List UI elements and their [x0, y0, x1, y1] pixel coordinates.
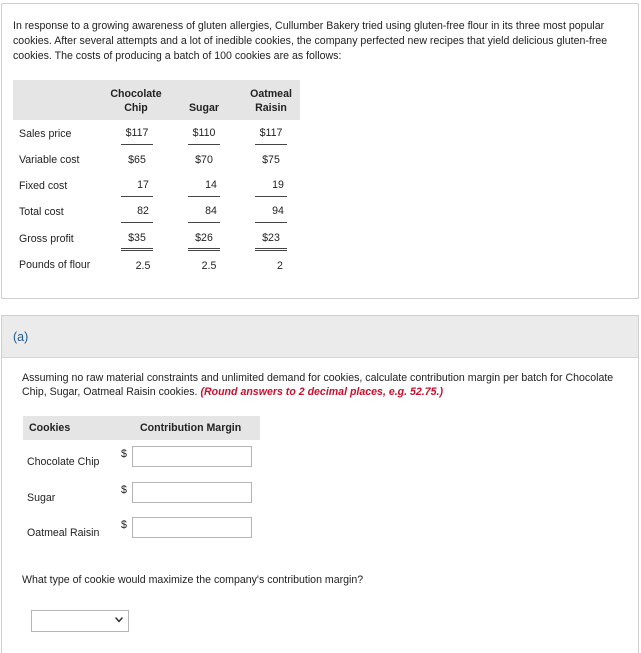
- problem-intro-text: In response to a growing awareness of gluten allergies, Cullumber Bakery tried using gluten-free flour in its three most popular cookies. After several attempts and a lot of inedible cookies, the company perfected new recipes that yield delicious gluten-free cookies. The costs of producing a batch of 100 cookies are as follows:: [13, 20, 608, 62]
- double-underline: [255, 248, 287, 251]
- table-cell: 2: [277, 260, 283, 272]
- table-cell: 14: [205, 179, 217, 191]
- col-header-oatmeal-raisin: [245, 87, 297, 115]
- table-cell: $110: [192, 127, 216, 139]
- rounding-note: (Round answers to 2 decimal places, e.g. 52.75.): [200, 386, 444, 398]
- col-header-chocolate-chip-line1: Chocolate: [110, 88, 162, 100]
- table-cell: $23: [262, 232, 280, 244]
- row-label-total-cost: Total cost: [19, 206, 64, 218]
- underline: [188, 144, 220, 145]
- underline: [255, 196, 287, 197]
- cm-row-label-oatmeal-raisin: Oatmeal Raisin: [27, 527, 100, 539]
- cm-row-label-sugar: Sugar: [27, 492, 56, 504]
- problem-panel: [1, 3, 639, 299]
- underline: [255, 222, 287, 223]
- underline: [121, 222, 153, 223]
- table-cell: 84: [205, 205, 217, 217]
- col-header-oatmeal-raisin-line1: Oatmeal: [250, 88, 292, 100]
- chevron-down-icon: [114, 614, 124, 626]
- table-cell: 2.5: [201, 260, 217, 272]
- row-label-gross-profit: Gross profit: [19, 233, 74, 245]
- underline: [188, 196, 220, 197]
- part-header-bar: [2, 316, 638, 358]
- col-header-sugar: Sugar: [188, 102, 220, 114]
- table-cell: 2.5: [135, 260, 151, 272]
- part-label: (a): [13, 330, 29, 344]
- cm-table-header: [23, 416, 260, 440]
- double-underline: [121, 248, 153, 251]
- question-2-text: What type of cookie would maximize the company's contribution margin?: [22, 574, 364, 586]
- part-a-panel: [1, 315, 639, 653]
- cm-input-oatmeal-raisin[interactable]: [132, 517, 252, 538]
- table-cell: 19: [272, 179, 284, 191]
- table-cell: $65: [128, 154, 146, 166]
- part-a-question: [22, 371, 622, 399]
- table-cell: 17: [137, 179, 149, 191]
- underline: [255, 144, 287, 145]
- table-cell: $26: [195, 232, 213, 244]
- col-header-cookies: Cookies: [29, 422, 71, 434]
- table-cell: $75: [262, 154, 280, 166]
- table-cell: $70: [195, 154, 213, 166]
- table-cell: 82: [137, 205, 149, 217]
- col-header-contribution-margin: Contribution Margin: [140, 422, 242, 434]
- cm-row-label-chocolate-chip: Chocolate Chip: [27, 456, 100, 468]
- question-text: Assuming no raw material constraints and unlimited demand for cookies, calculate contribution margin per batch for Chocolate Chip, Sugar, Oatmeal Raisin cookies.: [22, 372, 614, 398]
- row-label-fixed-cost: Fixed cost: [19, 180, 68, 192]
- currency-symbol: $: [121, 484, 127, 496]
- table-cell: 94: [272, 205, 284, 217]
- col-header-oatmeal-raisin-line2: Raisin: [255, 102, 287, 114]
- cm-input-chocolate-chip[interactable]: [132, 446, 252, 467]
- cm-input-sugar[interactable]: [132, 482, 252, 503]
- cookie-type-select[interactable]: [31, 610, 129, 632]
- currency-symbol: $: [121, 448, 127, 460]
- row-label-sales-price: Sales price: [19, 128, 72, 140]
- table-cell: $35: [128, 232, 146, 244]
- currency-symbol: $: [121, 519, 127, 531]
- cost-table-header: [13, 80, 300, 120]
- double-underline: [188, 248, 220, 251]
- row-label-variable-cost: Variable cost: [19, 154, 80, 166]
- underline: [121, 196, 153, 197]
- underline: [121, 144, 153, 145]
- col-header-chocolate-chip-line2: Chip: [124, 102, 148, 114]
- row-label-pounds-of-flour: Pounds of flour: [19, 259, 91, 271]
- table-cell: $117: [125, 127, 149, 139]
- underline: [188, 222, 220, 223]
- col-header-chocolate-chip: [106, 87, 166, 115]
- table-cell: $117: [259, 127, 283, 139]
- cost-table: [13, 80, 300, 280]
